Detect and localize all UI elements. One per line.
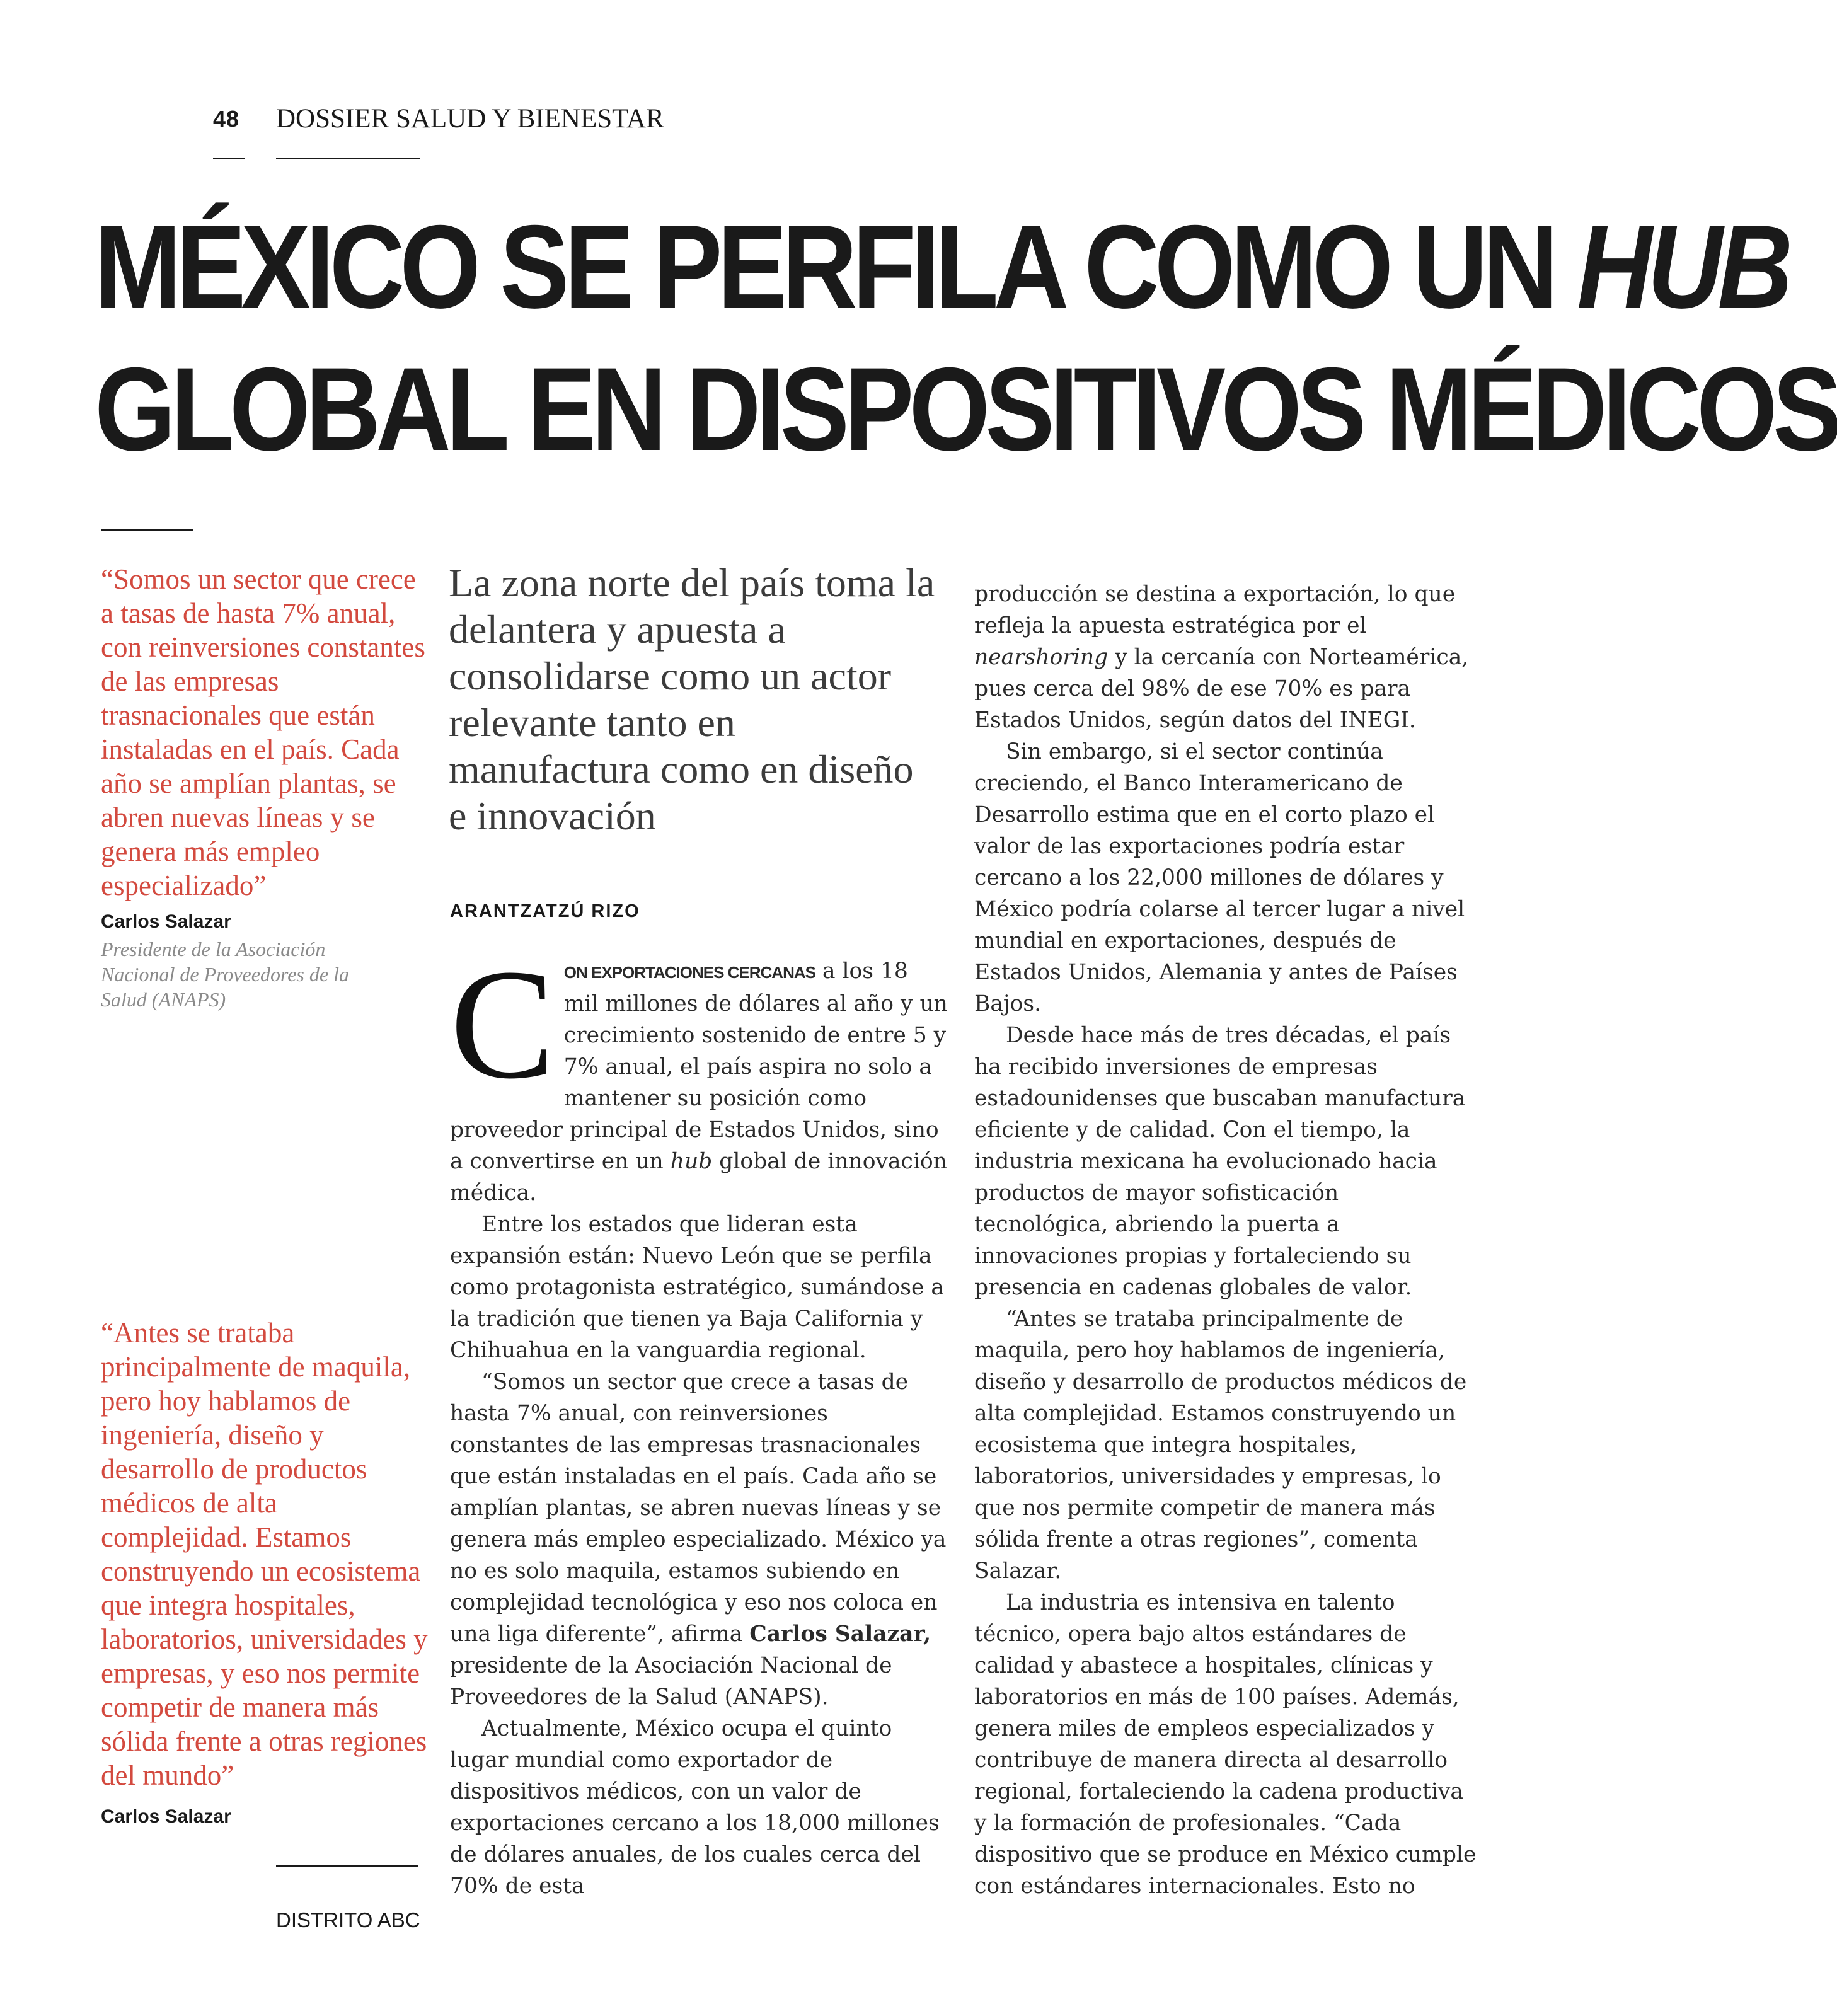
drop-cap: C: [450, 937, 555, 1112]
italic-term: nearshoring: [974, 645, 1109, 670]
article-paragraph: [450, 937, 948, 1209]
pull-quote-1-role: Presidente de la Asociación Nacional de Proveedores de la Salud (ANAPS): [101, 938, 349, 1011]
article-paragraph: Desde hace más de tres décadas, el país ha recibido inversiones de empresas estadounidenses que buscaban manufactura eficiente y de calidad. Con el tiempo, la industria mexicana ha evolucionado hacia productos de mayor sofisticación tecnológica, abriendo la puerta a innovaciones propias y fortaleciendo su presencia en cadenas globales de valor.: [974, 1023, 1466, 1300]
headline-line-1-text: MÉXICO SE PERFILA COMO UN: [95, 200, 1577, 333]
article-paragraph: “Antes se trataba principalmente de maquila, pero hoy hablamos de ingeniería, diseño y desarrollo de productos médicos de alta complejidad. Estamos construyendo un ecosistema que integra hospitales, laboratorios, universidades y empresas, lo que nos permite competir de manera más sólida frente a otras regiones”, comenta Salazar.: [974, 1306, 1467, 1584]
article-paragraph: [974, 579, 1478, 736]
paragraph-text: producción se destina a exportación, lo que refleja la apuesta estratégica por el: [974, 582, 1456, 638]
article-paragraph: [450, 1366, 948, 1713]
pull-quote-1-name: Carlos Salazar: [101, 911, 231, 932]
footer-rule: [276, 1865, 418, 1867]
page-number-rule: [213, 158, 245, 159]
pull-quote-1: “Somos un sector que crece a tasas de hasta 7% anual, con reinversiones constantes de las empresas trasnacionales que están instaladas en el país. Cada año se amplían plantas, se abren nuevas líneas y se genera más empleo especializado”: [101, 563, 425, 901]
deck: La zona norte del país toma la delantera y apuesta a consolidarse como un actor relevante tanto en manufactura como en diseño e innovación: [449, 560, 935, 838]
italic-term: hub: [670, 1149, 713, 1174]
author-byline: ARANTZATZÚ RIZO: [450, 901, 640, 921]
paragraph-text: global de innovación médica.: [450, 1149, 947, 1206]
section-rule: [276, 158, 420, 159]
section-title: DOSSIER SALUD Y BIENESTAR: [276, 104, 664, 134]
publication-name: DISTRITO ABC: [276, 1908, 420, 1932]
headline: [95, 195, 1837, 480]
page-number: 48: [213, 106, 240, 132]
article-paragraph: Actualmente, México ocupa el quinto lugar mundial como exportador de dispositivos médicos, con un valor de exportaciones cercano a los 18,000 millones de dólares anuales, de los cuales cerca del 70% de esta: [450, 1716, 940, 1899]
quoted-name: Carlos Salazar,: [749, 1621, 931, 1647]
article-paragraph: La industria es intensiva en talento técnico, opera bajo altos estándares de calidad y abastece a hospitales, clínicas y laboratorios en más de 100 países. Además, genera miles de empleos especializados y contribuye de manera directa al desarrollo regional, fortaleciendo la cadena productiva y la formación de profesionales. “Cada dispositivo que se produce en México cumple con estándares internacionales. Esto no: [974, 1590, 1477, 1899]
article-paragraph: Sin embargo, si el sector continúa creciendo, el Banco Interamericano de Desarrollo estima que en el corto plazo el valor de las exportaciones podría estar cercano a los 22,000 millones de dólares y México podría colarse al tercer lugar a nivel mundial en exportaciones, después de Estados Unidos, Alemania y antes de Países Bajos.: [974, 739, 1465, 1017]
paragraph-text: “Somos un sector que crece a tasas de hasta 7% anual, con reinversiones constantes de las empresas trasnacionales que están instaladas en el país. Cada año se amplían plantas, se abren nuevas líneas y se genera más empleo especializado. México ya no es solo maquila, estamos subiendo en complejidad tecnológica y eso nos coloca en una liga diferente”, afirma: [450, 1369, 947, 1647]
paragraph-text: y la cercanía con Norteamérica, pues cerca del 98% de ese 70% es para Estados Unidos, según datos del INEGI.: [974, 645, 1469, 733]
article-column-2: [974, 579, 1478, 1902]
headline-hub: HUB: [1577, 200, 1788, 333]
article-paragraph: Entre los estados que lideran esta expansión están: Nuevo León que se perfila como protagonista estratégico, sumándose a la tradición que tienen ya Baja California y Chihuahua en la vanguardia regional.: [450, 1212, 944, 1363]
headline-line-2: GLOBAL EN DISPOSITIVOS MÉDICOS: [95, 343, 1837, 475]
paragraph-text: a los 18 mil millones de dólares al año y un crecimiento sostenido de entre 5 y 7% anual, el país aspira no solo a mantener su posición como proveedor principal de Estados Unidos, sino a convertirse en un: [450, 959, 948, 1174]
paragraph-text: presidente de la Asociación Nacional de Proveedores de la Salud (ANAPS).: [450, 1653, 892, 1710]
lead-in: ON EXPORTACIONES CERCANAS: [563, 963, 815, 982]
sidebar-rule: [101, 529, 193, 531]
pull-quote-2: “Antes se trataba principalmente de maquila, pero hoy hablamos de ingeniería, diseño y desarrollo de productos médicos de alta complejidad. Estamos construyendo un ecosistema que integra hospitales, laboratorios, universidades y empresas, y eso nos permite competir de manera más sólida frente a otras regiones del mundo”: [101, 1317, 428, 1791]
headline-line-1: [95, 195, 1788, 338]
article-column-1: [450, 937, 948, 1902]
pull-quote-2-name: Carlos Salazar: [101, 1806, 231, 1827]
